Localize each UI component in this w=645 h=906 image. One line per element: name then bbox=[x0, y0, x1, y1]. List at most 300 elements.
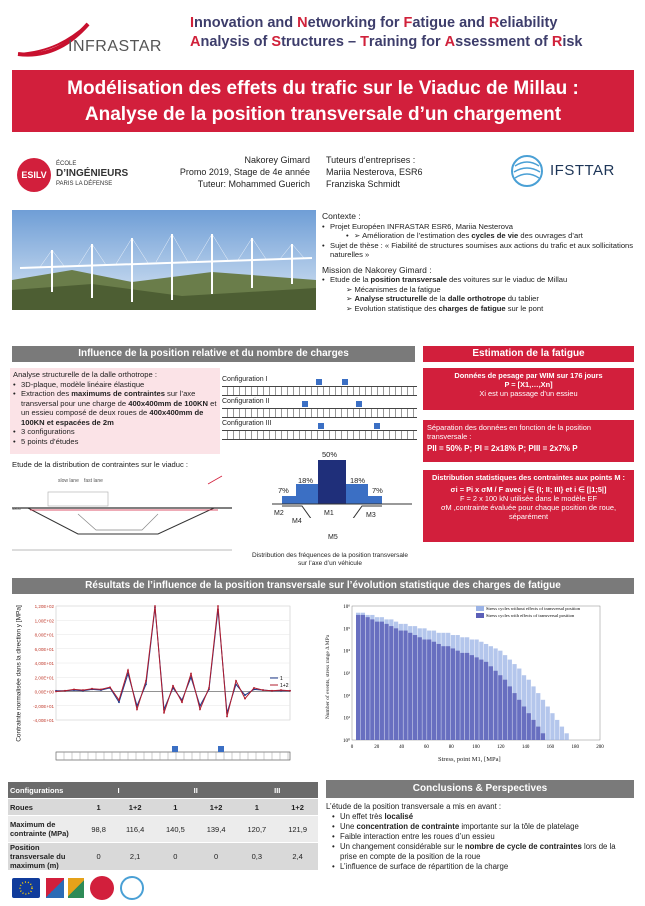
deck-wheel bbox=[172, 746, 178, 752]
ifsttar-small-logo-icon bbox=[120, 876, 144, 900]
line-point bbox=[145, 680, 147, 682]
fatigue-box1-line2: P = [X1,…,Xn] bbox=[504, 380, 553, 389]
line-point bbox=[235, 680, 237, 682]
line-chart-ytick: 2,00E+01 bbox=[34, 675, 54, 681]
context-title: Contexte : bbox=[322, 211, 361, 221]
table-cell: 116,4 bbox=[115, 816, 155, 843]
frequency-caption-1: Distribution des fréquences de la position transversale bbox=[251, 552, 409, 559]
table-cell: 1+2 bbox=[277, 799, 318, 816]
line-point bbox=[118, 701, 120, 703]
influence-b2d: 400x400mm de 100KN bbox=[128, 398, 209, 408]
histogram-bar bbox=[375, 622, 379, 740]
table-header-cell: III bbox=[236, 782, 318, 799]
fatigue-box-2 bbox=[423, 420, 634, 462]
fatigue-box1-line3: Xi est un passage d’un essieu bbox=[479, 389, 578, 398]
histogram-xtick: 120 bbox=[497, 745, 505, 750]
context-list bbox=[322, 222, 634, 260]
histogram-xtick: 0 bbox=[350, 745, 354, 750]
header-initial: T bbox=[360, 34, 369, 50]
line-point bbox=[118, 699, 120, 701]
histogram-xtick: 40 bbox=[399, 745, 405, 750]
histogram-ytick: 10⁰ bbox=[342, 739, 350, 744]
infrastar-swoosh-icon bbox=[10, 8, 180, 66]
conclusion-2a: Une bbox=[340, 822, 357, 831]
poster-title-banner bbox=[12, 70, 634, 132]
header-word-rest: nalysis of bbox=[200, 34, 272, 50]
mission-list bbox=[322, 275, 634, 285]
mission-sub-3 bbox=[346, 304, 634, 314]
fatigue-box1-line1: Données de pesage par WIM sur 176 jours bbox=[454, 371, 603, 380]
table-cell: 1 bbox=[155, 799, 196, 816]
table-cell: 98,8 bbox=[82, 816, 115, 843]
histogram-bar bbox=[356, 615, 360, 740]
header-initial: N bbox=[297, 15, 308, 31]
context-sub-1c: des ouvrages d’art bbox=[518, 231, 583, 240]
line-point bbox=[127, 669, 129, 671]
mission-subs bbox=[322, 285, 634, 314]
line-chart-ytick: -2,00E+01 bbox=[33, 703, 54, 709]
context-item-2-text: Sujet de thèse : « Fiabilité de structures soumises aux actions du trafic et aux sollicitations naturelles » bbox=[330, 240, 634, 259]
histogram-ytick: 10³ bbox=[343, 672, 350, 677]
influence-b2e: et un essieu composé de deux roues de bbox=[21, 398, 217, 417]
influence-b2f: 400x400mm de 100KN et espacées de 2m bbox=[21, 408, 204, 427]
viaduct-photo bbox=[12, 210, 316, 310]
line-point bbox=[100, 688, 102, 690]
mission-sub-2a: Analyse structurelle bbox=[354, 294, 428, 303]
student-tutor: Tuteur: Mohammed Guerich bbox=[197, 179, 310, 189]
table-cell: 2,1 bbox=[115, 843, 155, 871]
line-point bbox=[109, 686, 111, 688]
header-word-rest: eliability bbox=[499, 15, 558, 31]
mission-sub-3b: charges de fatigue bbox=[438, 303, 506, 313]
table-header-cell: II bbox=[155, 782, 236, 799]
influence-intro-box bbox=[10, 368, 220, 454]
histogram-legend-swatch bbox=[476, 606, 484, 611]
config-1-deck bbox=[222, 386, 417, 396]
legend-label: 1+2 bbox=[280, 683, 289, 689]
frequency-distribution bbox=[262, 448, 422, 568]
table-row bbox=[8, 799, 318, 816]
histogram-bar bbox=[517, 700, 521, 740]
table-cell: 0,3 bbox=[236, 843, 277, 871]
histogram-bar bbox=[399, 631, 403, 740]
histogram-ytick: 10⁴ bbox=[343, 649, 350, 655]
line-point bbox=[199, 708, 201, 710]
influence-intro: Analyse structurelle de la dalle orthotrope : bbox=[13, 370, 157, 379]
histogram-xtick: 80 bbox=[448, 745, 454, 750]
histogram-bar bbox=[460, 653, 464, 740]
config-2-wheel bbox=[302, 401, 308, 407]
cross-section-drawing bbox=[8, 474, 236, 564]
mission-item bbox=[330, 275, 634, 285]
deck-wheel bbox=[218, 746, 224, 752]
line-point bbox=[64, 690, 66, 692]
stress-line-chart bbox=[8, 600, 300, 770]
influence-b1: • 3D-plaque, modèle linéaire élastique bbox=[21, 380, 217, 390]
histogram-xtick: 20 bbox=[374, 745, 380, 750]
context-item-2 bbox=[330, 241, 634, 260]
config-2-deck bbox=[222, 408, 417, 418]
histogram-bar bbox=[489, 666, 493, 740]
line-chart-ytick: 0,00E+00 bbox=[34, 689, 54, 695]
conclusion-5: • L’influence de surface de répartition de la charge bbox=[340, 862, 634, 872]
point-m4: M4 bbox=[292, 518, 302, 525]
poster-title-line2: Analyse de la position transversale d’un chargement bbox=[84, 104, 562, 125]
mission-sub-2c: dalle orthotrope bbox=[447, 294, 506, 303]
histogram-bar bbox=[403, 631, 407, 740]
line-point bbox=[136, 708, 138, 710]
ifsttar-logo bbox=[510, 154, 630, 190]
svg-text:3800: 3800 bbox=[12, 506, 21, 511]
line-point bbox=[172, 685, 174, 687]
ecole-logo bbox=[56, 160, 128, 188]
histogram-bar bbox=[546, 707, 550, 741]
conclusion-1a: Un effet très bbox=[340, 812, 385, 821]
histogram-xtick: 160 bbox=[546, 745, 555, 750]
fatigue-box3-line1: Distribution statistiques des contraintes aux points M : bbox=[431, 473, 625, 482]
results-table-wrap bbox=[8, 782, 318, 871]
mission-sub-2b: de la bbox=[427, 294, 448, 303]
header-word-rest: tructures – bbox=[281, 34, 361, 50]
influence-b2b: maximums de contraintes bbox=[71, 389, 165, 398]
histogram-bar bbox=[370, 619, 374, 740]
histogram-bar bbox=[456, 651, 460, 740]
freq-label-5: 7% bbox=[372, 486, 383, 495]
header-word-rest: etworking for bbox=[307, 15, 404, 31]
header-title bbox=[190, 14, 583, 52]
histogram-ylabel: Number of events, stress range Δ MPa bbox=[325, 634, 331, 720]
header-initial: S bbox=[271, 34, 282, 50]
context-sub-1-text bbox=[354, 231, 583, 240]
line-chart-deck bbox=[56, 752, 290, 760]
bridge-cross-section bbox=[8, 474, 236, 564]
influence-b2a: Extraction des bbox=[21, 389, 72, 398]
header-initial: R bbox=[551, 34, 563, 50]
student-promo: Promo 2019, Stage de 4e année bbox=[179, 167, 310, 177]
header-initial: A bbox=[190, 34, 201, 50]
histogram-bar bbox=[361, 615, 365, 740]
company-tutor-2: Franziska Schmidt bbox=[326, 179, 401, 189]
histogram-xtick: 140 bbox=[521, 745, 530, 750]
header-word-rest: ssessment of bbox=[455, 34, 552, 50]
conclusion-1 bbox=[340, 812, 634, 822]
context-sub-1a: Amélioration de l’estimation des bbox=[362, 231, 472, 240]
fast-lane-label: fast lane bbox=[84, 478, 103, 484]
table-cell: 1 bbox=[82, 799, 115, 816]
context-block bbox=[322, 212, 634, 313]
table-row-label: Maximum de contrainte (MPa) bbox=[8, 816, 82, 843]
config-3-wheel bbox=[318, 423, 324, 429]
mission-sub-2 bbox=[346, 294, 634, 304]
histogram-ytick: 10⁶ bbox=[343, 605, 350, 610]
influence-list bbox=[13, 380, 217, 447]
table-row bbox=[8, 843, 318, 871]
histogram-xlabel: Stress, point M1, [MPa] bbox=[438, 756, 501, 763]
line-point bbox=[262, 689, 264, 691]
point-m2: M2 bbox=[274, 510, 284, 517]
config-1-wheel-2 bbox=[342, 379, 348, 385]
conclusion-2 bbox=[340, 822, 634, 832]
histogram-bar bbox=[522, 707, 526, 741]
histogram-ytick: 10¹ bbox=[343, 716, 350, 722]
table-cell: 120,7 bbox=[236, 816, 277, 843]
histogram-legend-label: Stress cycles without effects of transversal position bbox=[486, 606, 581, 611]
histogram-bar bbox=[446, 646, 450, 740]
eu-flag-icon bbox=[12, 878, 40, 898]
table-cell: 2,4 bbox=[277, 843, 318, 871]
histogram-bar bbox=[441, 646, 445, 740]
line-point bbox=[91, 688, 93, 690]
influence-b2 bbox=[21, 389, 217, 427]
ecole-logo-line2: D’INGÉNIEURS bbox=[56, 168, 129, 179]
logo-text: INFRASTAR bbox=[68, 38, 162, 55]
table-cell: 1 bbox=[236, 799, 277, 816]
freq-label-2: 18% bbox=[298, 476, 314, 485]
header-word-rest: nnovation and bbox=[194, 15, 298, 31]
histogram-bar bbox=[437, 644, 441, 740]
table-header-cell: Configurations bbox=[8, 782, 82, 799]
table-header-cell: I bbox=[82, 782, 155, 799]
header-title-line2 bbox=[190, 33, 583, 52]
histogram-bar bbox=[493, 671, 497, 740]
line-chart-ytick: 4,00E+01 bbox=[34, 661, 54, 666]
histogram-bar bbox=[451, 648, 455, 740]
fatigue-box2-line1: Séparation des données en fonction de la position transversale : bbox=[427, 423, 591, 441]
conclusion-4c: lors de la prise en compte de la position de la roue bbox=[340, 842, 616, 861]
table-cell: 140,5 bbox=[155, 816, 196, 843]
company-tutor-1: Mariia Nesterova, ESR6 bbox=[326, 167, 423, 177]
header-initial: F bbox=[403, 15, 413, 31]
poster-title-line1: Modélisation des effets du trafic sur le Viaduc de Millau : bbox=[67, 78, 579, 99]
config-2-wheel-2 bbox=[356, 401, 362, 407]
line-chart-ytick: -4,00E+01 bbox=[33, 718, 54, 723]
ecole-logo-line3: PARIS LA DÉFENSE bbox=[56, 181, 113, 187]
mission-item-b: position transversale bbox=[370, 275, 447, 284]
histogram-bar bbox=[560, 727, 564, 740]
histogram-bar bbox=[550, 713, 554, 740]
table-cell: 0 bbox=[196, 843, 237, 871]
line-point bbox=[244, 694, 246, 696]
histogram-ytick: 10⁵ bbox=[343, 627, 350, 633]
frequency-bars bbox=[262, 448, 422, 518]
slow-lane-label: slow lane bbox=[58, 478, 79, 484]
stress-histogram-svg bbox=[318, 600, 634, 770]
histogram-ytick: 10² bbox=[343, 694, 350, 700]
fatigue-box3-line3: F = 2 x 100 kN utilisée dans le modèle EF bbox=[459, 494, 597, 503]
conclusion-3: • Faible interaction entre les roues d’un essieu bbox=[340, 832, 634, 842]
distribution-title: Etude de la distribution de contraintes sur le viaduc : bbox=[12, 460, 189, 469]
table-row-label: Position transversale du maximum (m) bbox=[8, 843, 82, 871]
header-word-rest: atigue and bbox=[412, 15, 489, 31]
histogram-bar bbox=[418, 637, 422, 740]
table-cell: 1+2 bbox=[115, 799, 155, 816]
line-chart-ytick: 1,20E+02 bbox=[34, 604, 54, 609]
histogram-bar bbox=[413, 635, 417, 740]
conclusion-4 bbox=[340, 842, 634, 862]
influence-b3: • 3 configurations bbox=[21, 427, 217, 437]
fatigue-section-bar: Estimation de la fatigue bbox=[423, 346, 634, 362]
influence-b4: • 5 points d’études bbox=[21, 437, 217, 447]
conclusions-intro: L’étude de la position transversale a mis en avant : bbox=[326, 802, 502, 811]
config-3-deck bbox=[222, 430, 417, 440]
mission-sub-2d: du tablier bbox=[505, 294, 539, 303]
line-point bbox=[181, 701, 183, 703]
header-word-rest: raining for bbox=[368, 34, 445, 50]
conclusion-1b: localisé bbox=[384, 812, 414, 821]
fatigue-box2-line2: PII = 50% P; PI = 2x18% P; PIII = 2x7% P bbox=[427, 444, 578, 453]
line-point bbox=[190, 673, 192, 675]
line-chart-ylabel: Contrainte normalisée dans la direction y [MPa] bbox=[15, 605, 23, 742]
millau-viaduct-image bbox=[12, 210, 316, 310]
line-point bbox=[271, 690, 273, 692]
mission-sub-3a: Evolution statistique des bbox=[354, 303, 439, 313]
influence-section-bar: Influence de la position relative et du nombre de charges bbox=[12, 346, 415, 362]
partner-logo-icon bbox=[46, 878, 64, 898]
line-point bbox=[244, 698, 246, 700]
context-item-1-text: Projet Européen INFRASTAR ESR6, Mariia Nesterova bbox=[330, 221, 514, 231]
histogram-bar bbox=[503, 680, 507, 740]
ifsttar-logo-text: IFSTTAR bbox=[550, 162, 615, 179]
student-name: Nakorey Gimard bbox=[244, 155, 310, 165]
histogram-bar bbox=[380, 622, 384, 740]
conclusion-4a: Un changement considérable sur le bbox=[340, 842, 465, 851]
ecole-logo-line1: ÉCOLE bbox=[56, 161, 77, 167]
freq-label-1: 7% bbox=[278, 486, 289, 495]
line-chart-ytick: 1,00E+02 bbox=[34, 618, 54, 624]
histogram-xtick: 60 bbox=[423, 745, 429, 750]
partner-logo-2-icon bbox=[68, 878, 84, 898]
histogram-bar bbox=[470, 655, 474, 740]
esilv-small-logo-icon bbox=[90, 876, 114, 900]
table-cell: 0 bbox=[82, 843, 115, 871]
histogram-legend-swatch bbox=[476, 613, 484, 618]
histogram-bar bbox=[527, 713, 531, 740]
point-m1: M1 bbox=[324, 510, 334, 517]
histogram-bar bbox=[479, 660, 483, 740]
table-cell: 139,4 bbox=[196, 816, 237, 843]
stress-histogram bbox=[318, 600, 634, 770]
mission-sub-1: ➢ Mécanismes de la fatigue bbox=[346, 285, 634, 295]
histogram-xtick: 100 bbox=[472, 745, 480, 750]
conclusion-4b: nombre de cycle de contraintes bbox=[464, 842, 582, 851]
conclusion-2b: concentration de contrainte bbox=[356, 822, 460, 831]
point-m5: M5 bbox=[328, 534, 338, 541]
histogram-bar bbox=[432, 642, 436, 740]
influence-b2c: sur l’axe transversal pour une charge de bbox=[21, 389, 196, 408]
histogram-bar bbox=[565, 733, 569, 740]
mission-item-c: des voitures sur le viaduc de Millau bbox=[446, 275, 568, 284]
header-initial: R bbox=[488, 15, 500, 31]
legend-label: 1 bbox=[280, 676, 283, 682]
company-tutors bbox=[326, 154, 486, 190]
histogram-bar bbox=[484, 662, 488, 740]
frequency-caption-2: sur l’axe d’un véhicule bbox=[298, 560, 362, 567]
line-chart-ytick: 6,00E+01 bbox=[34, 646, 54, 652]
config-2-label: Configuration II bbox=[222, 398, 270, 405]
histogram-bar bbox=[389, 626, 393, 740]
histogram-bar bbox=[498, 675, 502, 740]
mission-sub-3c: sur le pont bbox=[505, 303, 544, 313]
table-row-label: Roues bbox=[8, 799, 82, 816]
context-sub-1 bbox=[330, 231, 634, 241]
line-point bbox=[73, 688, 75, 690]
histogram-bar bbox=[555, 720, 559, 740]
line-chart-ytick: 8,00E+01 bbox=[34, 632, 54, 638]
stress-line-chart-svg bbox=[8, 600, 300, 770]
histogram-bar bbox=[536, 727, 540, 740]
config-3-label: Configuration III bbox=[222, 420, 272, 427]
esilv-logo: ESILV bbox=[17, 158, 51, 192]
histogram-bar bbox=[541, 733, 545, 740]
table-header-row bbox=[8, 782, 318, 799]
company-tutors-label: Tuteurs d’entreprises : bbox=[326, 155, 416, 165]
histogram-bar bbox=[365, 617, 369, 740]
config-1-wheel bbox=[316, 379, 322, 385]
line-point bbox=[163, 712, 165, 714]
ifsttar-globe-icon bbox=[510, 154, 550, 188]
conclusion-2c: importante sur la tôle de platelage bbox=[459, 822, 579, 831]
line-point bbox=[253, 687, 255, 689]
freq-label-4: 18% bbox=[350, 476, 366, 485]
histogram-bar bbox=[465, 653, 469, 740]
histogram-bar bbox=[427, 640, 431, 741]
table-cell: 121,9 bbox=[277, 816, 318, 843]
histogram-legend-label: Stress cycles with effects of transversal position bbox=[486, 613, 575, 618]
conclusions-section-bar: Conclusions & Perspectives bbox=[326, 780, 634, 798]
config-1-label: Configuration I bbox=[222, 376, 268, 383]
header-initial: I bbox=[190, 15, 195, 31]
results-table bbox=[8, 782, 318, 871]
mission-title: Mission de Nakorey Gimard : bbox=[322, 264, 432, 275]
fatigue-box-3 bbox=[423, 470, 634, 542]
student-info bbox=[150, 154, 310, 190]
header-word-rest: isk bbox=[562, 34, 583, 50]
config-3-wheel-2 bbox=[374, 423, 380, 429]
conclusions-block bbox=[326, 802, 634, 872]
histogram-bar bbox=[531, 720, 535, 740]
line-point bbox=[217, 605, 219, 607]
infrastar-logo bbox=[10, 8, 180, 66]
point-m3: M3 bbox=[366, 512, 376, 519]
frequency-caption bbox=[230, 552, 430, 568]
fatigue-box-1 bbox=[423, 368, 634, 410]
line-point bbox=[154, 605, 156, 607]
context-sub-1b: cycles de vie bbox=[471, 231, 519, 240]
line-point bbox=[55, 691, 57, 693]
histogram-xtick: 200 bbox=[596, 745, 604, 750]
fatigue-box3-line4: σM ,contrainte évaluée pour chaque position de roue, séparément bbox=[440, 503, 617, 521]
table-row bbox=[8, 816, 318, 843]
mission-item-a: Etude de la bbox=[330, 275, 371, 284]
table-cell: 0 bbox=[155, 843, 196, 871]
line-point bbox=[289, 690, 291, 692]
histogram-bar bbox=[394, 628, 398, 740]
table-cell: 1+2 bbox=[196, 799, 237, 816]
fatigue-box3-line2: σi = Pi x σM / F avec j ∈ {I; II; III} et i ∈ [|1;5|] bbox=[450, 485, 607, 494]
footer-logos bbox=[12, 876, 152, 902]
line-point bbox=[208, 687, 210, 689]
line-point bbox=[280, 689, 282, 691]
histogram-bar bbox=[384, 624, 388, 740]
line-point bbox=[82, 689, 84, 691]
context-item-1 bbox=[330, 222, 634, 232]
histogram-bar bbox=[408, 633, 412, 740]
line-point bbox=[226, 716, 228, 718]
freq-label-3: 50% bbox=[322, 450, 338, 459]
conclusions-list bbox=[326, 812, 634, 872]
histogram-bar bbox=[512, 693, 516, 740]
histogram-bar bbox=[474, 657, 478, 740]
